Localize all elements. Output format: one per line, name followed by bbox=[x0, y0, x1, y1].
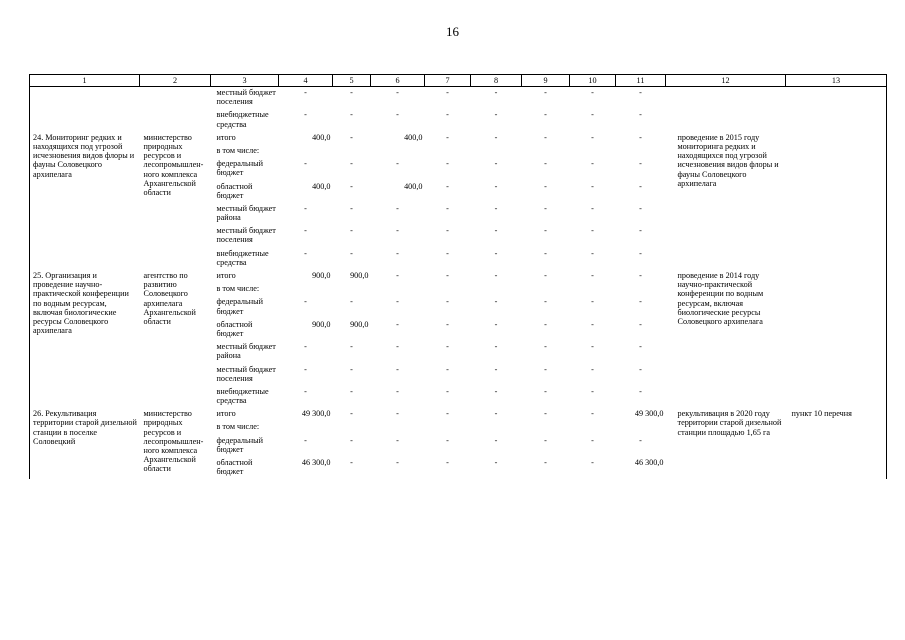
value-cell: - bbox=[494, 88, 498, 97]
value-cell: - bbox=[350, 342, 353, 352]
value-cell: - bbox=[639, 248, 642, 258]
value-cell: - bbox=[446, 458, 449, 467]
value-cell: - bbox=[639, 132, 642, 142]
value-cell: - bbox=[396, 271, 399, 280]
expected-result-cell: проведение в 2015 году мониторинга редких и находящихся под угрозой исчезновения видов флоры и фауны Соловецкого архипелага bbox=[677, 132, 779, 188]
value-cell: - bbox=[304, 203, 307, 213]
value-cell: - bbox=[544, 88, 547, 97]
value-cell bbox=[570, 145, 616, 158]
value-cell: - bbox=[544, 342, 547, 352]
value-cell: - bbox=[639, 88, 642, 97]
value-cell bbox=[616, 283, 666, 296]
value-cell bbox=[333, 421, 371, 434]
value-cell: - bbox=[350, 458, 353, 467]
value-cell bbox=[522, 283, 570, 296]
funding-source-cell: местный бюджет поселения bbox=[216, 364, 276, 383]
value-cell: - bbox=[396, 159, 399, 169]
table-row bbox=[30, 109, 887, 131]
value-cell bbox=[333, 283, 371, 296]
value-cell: - bbox=[494, 203, 498, 213]
funding-source-cell: федеральный бюджет bbox=[216, 435, 264, 454]
value-cell bbox=[279, 283, 333, 296]
note-cell: пункт 10 перечня bbox=[786, 408, 887, 479]
value-cell: - bbox=[591, 342, 594, 352]
value-cell: - bbox=[304, 248, 307, 258]
value-cell: 900,0 bbox=[350, 271, 369, 280]
value-cell bbox=[333, 145, 371, 158]
funding-source-cell: местный бюджет поселения bbox=[216, 88, 276, 107]
value-cell: - bbox=[396, 319, 399, 329]
activity-name-cell bbox=[30, 87, 140, 110]
value-cell: - bbox=[494, 297, 498, 307]
table-row bbox=[30, 248, 887, 270]
value-cell bbox=[471, 283, 522, 296]
funding-source-cell: в том числе: bbox=[216, 422, 260, 432]
value-cell: - bbox=[350, 88, 353, 97]
value-cell: - bbox=[494, 435, 498, 445]
column-header: 1 bbox=[30, 75, 140, 87]
value-cell: - bbox=[494, 110, 498, 120]
value-cell: 900,0 bbox=[350, 319, 369, 329]
table-header-row bbox=[30, 75, 887, 87]
value-cell: - bbox=[494, 364, 498, 374]
value-cell: - bbox=[591, 248, 594, 258]
funding-source-cell: федеральный бюджет bbox=[216, 159, 264, 178]
value-cell: - bbox=[591, 435, 594, 445]
value-cell: - bbox=[494, 271, 498, 280]
funding-source-cell: итого bbox=[216, 132, 236, 142]
value-cell: - bbox=[446, 159, 449, 169]
value-cell bbox=[371, 421, 425, 434]
value-cell: - bbox=[494, 159, 498, 169]
column-header: 2 bbox=[140, 75, 211, 87]
value-cell bbox=[279, 421, 333, 434]
value-cell: - bbox=[396, 364, 399, 374]
value-cell: - bbox=[494, 226, 498, 236]
funding-source-cell: местный бюджет района bbox=[216, 203, 276, 223]
value-cell: - bbox=[544, 159, 547, 169]
value-cell: - bbox=[544, 248, 547, 258]
column-header: 13 bbox=[786, 75, 887, 87]
value-cell: - bbox=[446, 88, 449, 97]
value-cell: 400,0 bbox=[312, 132, 331, 142]
value-cell bbox=[471, 145, 522, 158]
expected-result-cell bbox=[666, 248, 786, 270]
value-cell: 49 300,0 bbox=[301, 409, 331, 419]
value-cell: - bbox=[396, 435, 399, 445]
value-cell: - bbox=[446, 248, 449, 258]
value-cell: - bbox=[396, 248, 399, 258]
note-cell bbox=[786, 87, 887, 110]
value-cell bbox=[425, 421, 471, 434]
column-header: 5 bbox=[333, 75, 371, 87]
value-cell: - bbox=[350, 132, 353, 142]
value-cell: - bbox=[591, 226, 594, 236]
value-cell bbox=[371, 145, 425, 158]
value-cell: - bbox=[639, 203, 642, 213]
value-cell: - bbox=[350, 386, 353, 396]
expected-result-cell bbox=[666, 87, 786, 110]
table-row bbox=[30, 87, 887, 110]
value-cell: - bbox=[639, 386, 642, 396]
funding-source-cell: в том числе: bbox=[216, 145, 260, 155]
value-cell: - bbox=[494, 248, 498, 258]
funding-source-cell: итого bbox=[216, 409, 236, 419]
value-cell: - bbox=[304, 297, 307, 307]
column-header: 6 bbox=[371, 75, 425, 87]
value-cell: - bbox=[396, 226, 399, 236]
value-cell: - bbox=[544, 364, 547, 374]
value-cell: - bbox=[639, 342, 642, 352]
value-cell: - bbox=[494, 458, 498, 467]
funding-source-cell: областной бюджет bbox=[216, 181, 253, 200]
value-cell: - bbox=[544, 110, 547, 120]
activity-name-cell bbox=[30, 248, 140, 270]
value-cell: - bbox=[396, 409, 399, 419]
value-cell: - bbox=[350, 364, 353, 374]
value-cell: - bbox=[304, 342, 307, 352]
value-cell bbox=[522, 421, 570, 434]
funding-source-cell: внебюджетные средства bbox=[216, 386, 269, 406]
value-cell: - bbox=[591, 271, 594, 280]
note-cell bbox=[786, 248, 887, 270]
value-cell: - bbox=[639, 181, 642, 191]
column-header: 4 bbox=[279, 75, 333, 87]
column-header: 8 bbox=[471, 75, 522, 87]
value-cell bbox=[471, 421, 522, 434]
executor-cell bbox=[140, 109, 211, 131]
expected-result-cell bbox=[666, 109, 786, 131]
value-cell: 400,0 bbox=[404, 132, 423, 142]
expected-result-cell: рекультивация в 2020 году территории старой дизельной станции площадью 1,65 га bbox=[677, 409, 782, 437]
value-cell: - bbox=[494, 342, 498, 352]
value-cell bbox=[279, 145, 333, 158]
funding-source-cell: внебюджетные средства bbox=[216, 110, 269, 129]
value-cell: - bbox=[591, 386, 594, 396]
value-cell: - bbox=[591, 132, 594, 142]
value-cell bbox=[522, 145, 570, 158]
value-cell: - bbox=[446, 132, 449, 142]
value-cell bbox=[616, 145, 666, 158]
value-cell: - bbox=[396, 203, 399, 213]
page-number: 16 bbox=[446, 24, 459, 39]
value-cell bbox=[425, 145, 471, 158]
value-cell: - bbox=[591, 110, 594, 120]
column-header: 7 bbox=[425, 75, 471, 87]
value-cell: - bbox=[350, 203, 353, 213]
value-cell: - bbox=[494, 409, 498, 419]
value-cell: - bbox=[494, 386, 498, 396]
value-cell: - bbox=[396, 386, 399, 396]
value-cell: - bbox=[544, 271, 547, 280]
value-cell: - bbox=[446, 435, 449, 445]
value-cell: - bbox=[591, 203, 594, 213]
executor-cell: министерство природных ресурсов и лесопромышлен-ного комплекса Архангельской области bbox=[143, 409, 204, 474]
executor-cell: министерство природных ресурсов и лесопромышлен-ного комплекса Архангельской области bbox=[143, 132, 204, 197]
value-cell: - bbox=[544, 181, 547, 191]
value-cell: - bbox=[591, 319, 594, 329]
funding-source-cell: федеральный бюджет bbox=[216, 297, 264, 316]
value-cell: - bbox=[591, 159, 594, 169]
value-cell: - bbox=[544, 435, 547, 445]
value-cell: 49 300,0 bbox=[634, 409, 664, 419]
activity-name-cell: 25. Организация и проведение научно-практической конференции по водным ресурсам, включая биологические ресурсы Соловецкого архипелага bbox=[30, 270, 140, 408]
value-cell bbox=[371, 283, 425, 296]
column-header: 9 bbox=[522, 75, 570, 87]
value-cell: - bbox=[639, 159, 642, 169]
activity-name-cell: 24. Мониторинг редких и находящихся под угрозой исчезновения видов флоры и фауны Соловецкого архипелага bbox=[30, 132, 140, 248]
value-cell: - bbox=[591, 458, 594, 467]
note-cell bbox=[786, 270, 887, 408]
executor-cell bbox=[140, 248, 211, 270]
value-cell: - bbox=[494, 132, 498, 142]
value-cell: - bbox=[304, 364, 307, 374]
value-cell: - bbox=[396, 297, 399, 307]
value-cell: - bbox=[446, 319, 449, 329]
table-row bbox=[30, 408, 887, 421]
value-cell: - bbox=[304, 435, 307, 445]
column-header: 11 bbox=[616, 75, 666, 87]
value-cell: - bbox=[350, 226, 353, 236]
value-cell: - bbox=[350, 248, 353, 258]
value-cell bbox=[616, 421, 666, 434]
table-row bbox=[30, 132, 887, 145]
activity-name-cell: 26. Рекультивация территории старой дизельной станции в поселке Соловецкий bbox=[30, 408, 140, 479]
program-activities-table bbox=[29, 74, 887, 479]
value-cell: 400,0 bbox=[312, 181, 331, 191]
value-cell: - bbox=[446, 342, 449, 352]
table-row bbox=[30, 270, 887, 283]
value-cell: - bbox=[591, 88, 594, 97]
value-cell: - bbox=[350, 159, 353, 169]
value-cell: - bbox=[544, 132, 547, 142]
value-cell bbox=[570, 421, 616, 434]
value-cell: - bbox=[544, 386, 547, 396]
value-cell: - bbox=[544, 226, 547, 236]
executor-cell bbox=[140, 87, 211, 110]
value-cell bbox=[425, 283, 471, 296]
value-cell: - bbox=[304, 110, 307, 120]
column-header: 12 bbox=[666, 75, 786, 87]
value-cell: - bbox=[591, 181, 594, 191]
funding-source-cell: областной бюджет bbox=[216, 458, 253, 477]
value-cell: - bbox=[446, 226, 449, 236]
value-cell: - bbox=[446, 297, 449, 307]
value-cell: - bbox=[446, 386, 449, 396]
note-cell bbox=[786, 109, 887, 131]
value-cell: - bbox=[396, 458, 399, 467]
value-cell: - bbox=[544, 409, 547, 419]
value-cell: - bbox=[350, 297, 353, 307]
value-cell: 900,0 bbox=[312, 319, 331, 329]
value-cell: - bbox=[396, 110, 399, 120]
funding-source-cell: местный бюджет поселения bbox=[216, 226, 276, 245]
value-cell: 46 300,0 bbox=[634, 458, 664, 467]
value-cell: - bbox=[591, 409, 594, 419]
value-cell: - bbox=[639, 435, 642, 445]
value-cell: - bbox=[446, 409, 449, 419]
funding-source-cell: областной бюджет bbox=[216, 319, 253, 338]
funding-source-cell: итого bbox=[216, 271, 236, 280]
value-cell: - bbox=[446, 271, 449, 280]
value-cell: - bbox=[591, 297, 594, 307]
value-cell: - bbox=[350, 181, 353, 191]
value-cell: - bbox=[304, 226, 307, 236]
value-cell: - bbox=[494, 319, 498, 329]
column-header: 10 bbox=[570, 75, 616, 87]
value-cell: - bbox=[591, 364, 594, 374]
value-cell: - bbox=[544, 458, 547, 467]
value-cell: - bbox=[446, 110, 449, 120]
value-cell: - bbox=[304, 386, 307, 396]
funding-source-cell: местный бюджет района bbox=[216, 342, 276, 361]
value-cell: - bbox=[350, 110, 353, 120]
value-cell: - bbox=[544, 319, 547, 329]
value-cell: - bbox=[446, 181, 449, 191]
expected-result-cell: проведение в 2014 году научно-практической конференции по водным ресурсам, включая биологические ресурсы Соловецкого архипелага bbox=[677, 271, 764, 326]
value-cell: - bbox=[350, 409, 353, 419]
value-cell: - bbox=[639, 297, 642, 307]
value-cell: - bbox=[494, 181, 498, 191]
value-cell: 46 300,0 bbox=[301, 458, 331, 467]
value-cell: - bbox=[446, 364, 449, 374]
funding-source-cell: внебюджетные средства bbox=[216, 248, 269, 267]
value-cell: - bbox=[639, 319, 642, 329]
value-cell: 400,0 bbox=[404, 181, 423, 191]
value-cell: - bbox=[544, 297, 547, 307]
value-cell: - bbox=[639, 226, 642, 236]
value-cell: - bbox=[639, 271, 642, 280]
value-cell: - bbox=[304, 159, 307, 169]
value-cell: 900,0 bbox=[312, 271, 331, 280]
column-header: 3 bbox=[211, 75, 279, 87]
value-cell: - bbox=[350, 435, 353, 445]
value-cell: - bbox=[544, 203, 547, 213]
note-cell bbox=[786, 132, 887, 248]
value-cell bbox=[570, 283, 616, 296]
value-cell: - bbox=[446, 203, 449, 213]
value-cell: - bbox=[639, 110, 642, 120]
value-cell: - bbox=[396, 342, 399, 352]
value-cell: - bbox=[304, 88, 307, 97]
funding-source-cell: в том числе: bbox=[216, 284, 260, 294]
value-cell: - bbox=[639, 364, 642, 374]
executor-cell: агентство по развитию Соловецкого архипелага Архангельской области bbox=[143, 271, 196, 326]
value-cell: - bbox=[396, 88, 399, 97]
activity-name-cell bbox=[30, 109, 140, 131]
